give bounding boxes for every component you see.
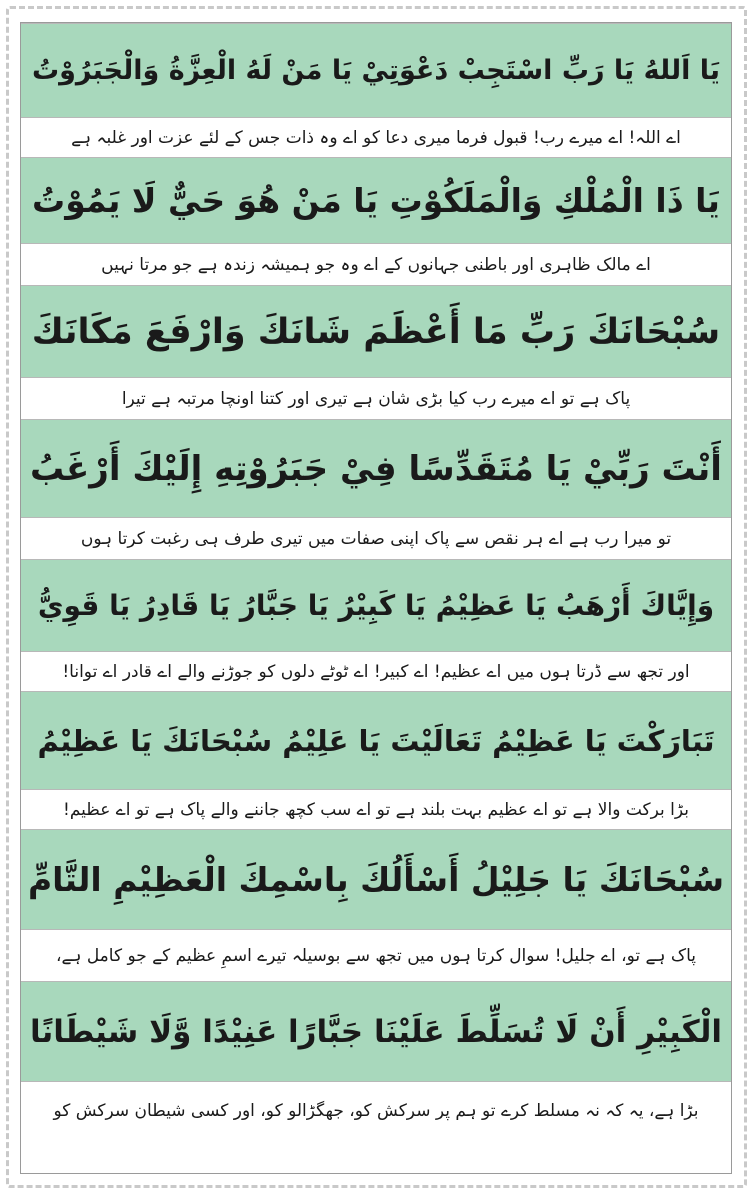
urdu-translation-8: بڑا ہے، یہ کہ نہ مسلط کرے تو ہم پر سرکش کو، جھگڑالو کو، اور کسی شیطان سرکش کو xyxy=(21,1081,731,1139)
arabic-verse-4: أَنْتَ رَبِّيْ يَا مُتَقَدِّسًا فِيْ جَبَرُوْتِهِ إِلَيْكَ أَرْغَبُ xyxy=(21,419,731,517)
urdu-translation-5: اور تجھ سے ڈرتا ہوں میں اے عظیم! اے کبیر! اے ٹوٹے دلوں کو جوڑنے والے اے قادر اے توانا! xyxy=(21,651,731,691)
urdu-translation-1: اے اللہ! اے میرے رب! قبول فرما میری دعا کو اے وہ ذات جس کے لئے عزت اور غلبہ ہے xyxy=(21,117,731,157)
arabic-verse-6: تَبَارَكْتَ يَا عَظِيْمُ تَعَالَيْتَ يَا عَلِيْمُ سُبْحَانَكَ يَا عَظِيْمُ xyxy=(21,691,731,789)
urdu-translation-7: پاک ہے تو، اے جلیل! سوال کرتا ہوں میں تجھ سے بوسیلہ تیرے اسمِ عظیم کے جو کامل ہے، xyxy=(21,929,731,981)
dua-card xyxy=(20,22,732,1174)
urdu-translation-3: پاک ہے تو اے میرے رب کیا بڑی شان ہے تیری اور کتنا اونچا مرتبہ ہے تیرا xyxy=(21,377,731,419)
arabic-verse-7: سُبْحَانَكَ يَا جَلِيْلُ أَسْأَلُكَ بِاسْمِكَ الْعَظِيْمِ التَّامِّ xyxy=(21,829,731,929)
arabic-verse-2: يَا ذَا الْمُلْكِ وَالْمَلَكُوْتِ يَا مَنْ هُوَ حَيٌّ لَا يَمُوْتُ xyxy=(21,157,731,243)
urdu-translation-2: اے مالک ظاہری اور باطنی جہانوں کے اے وہ جو ہمیشہ زندہ ہے جو مرتا نہیں xyxy=(21,243,731,285)
arabic-verse-3: سُبْحَانَكَ رَبِّ مَا أَعْظَمَ شَانَكَ وَارْفَعَ مَكَانَكَ xyxy=(21,285,731,377)
arabic-verse-8: الْكَبِيْرِ أَنْ لَا تُسَلِّطَ عَلَيْنَا جَبَّارًا عَنِيْدًا وَّلَا شَيْطَانًا xyxy=(21,981,731,1081)
urdu-translation-6: بڑا برکت والا ہے تو اے عظیم بہت بلند ہے تو اے سب کچھ جاننے والے پاک ہے تو اے عظیم! xyxy=(21,789,731,829)
urdu-translation-4: تو میرا رب ہے اے ہر نقص سے پاک اپنی صفات میں تیری طرف ہی رغبت کرتا ہوں xyxy=(21,517,731,559)
arabic-verse-5: وَإِيَّاكَ أَرْهَبُ يَا عَظِيْمُ يَا كَبِيْرُ يَا جَبَّارُ يَا قَادِرُ يَا قَوِيُّ xyxy=(21,559,731,651)
arabic-verse-1: يَا اَللهُ يَا رَبِّ اسْتَجِبْ دَعْوَتِيْ يَا مَنْ لَهُ الْعِزَّةُ وَالْجَبَرُوْتُ xyxy=(21,23,731,117)
